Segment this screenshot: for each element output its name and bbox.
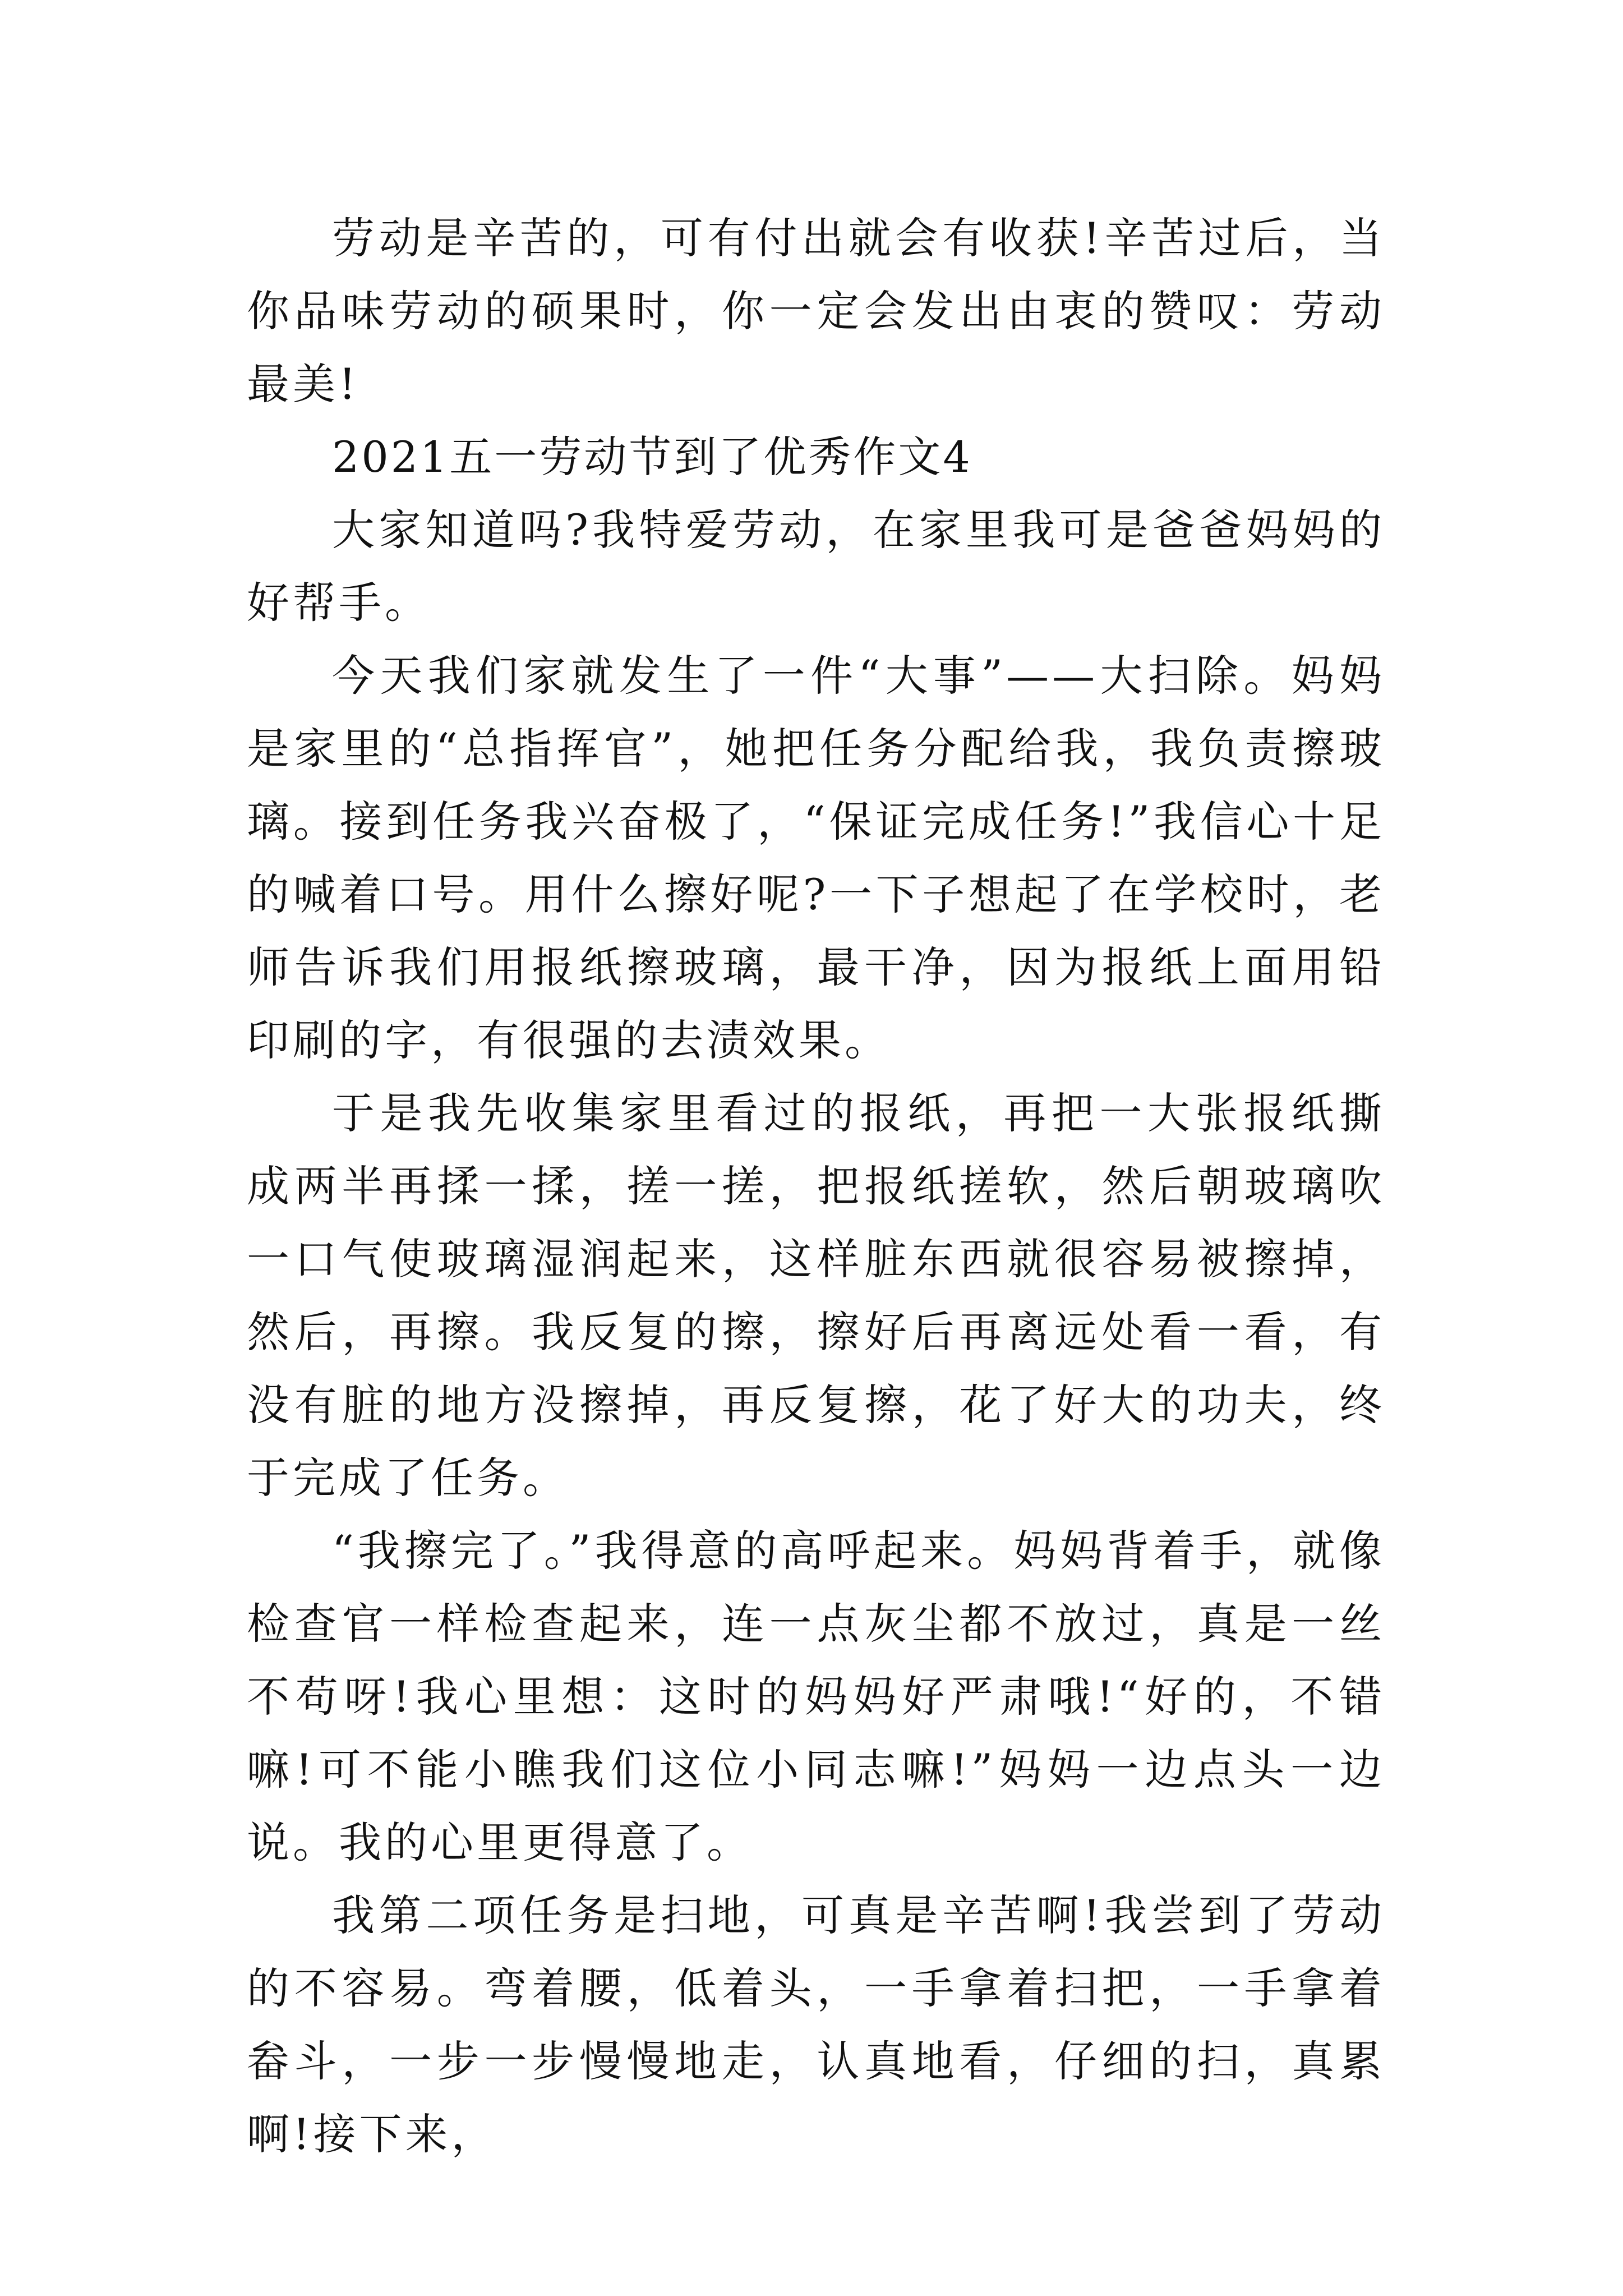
paragraph-conclusion: 劳动是辛苦的，可有付出就会有收获!辛苦过后，当你品味劳动的硕果时，你一定会发出由衷的赞叹：劳动最美! — [247, 213, 1385, 409]
paragraph-inspection: “我擦完了。”我得意的高呼起来。妈妈背着手，就像检查官一样检查起来，连一点灰尘都不放过，真是一丝不苟呀!我心里想：这时的妈妈好严肃哦!“好的，不错嘛!可不能小瞧我们这位小同志嘛!”妈妈一边点头一边说。我的心里更得意了。 — [247, 1526, 1385, 1867]
essay-heading: 2021五一劳动节到了优秀作文4 — [332, 432, 972, 482]
paragraph-cleaning-task: 今天我们家就发生了一件“大事”——大扫除。妈妈是家里的“总指挥官”，她把任务分配给我，我负责擦玻璃。接到任务我兴奋极了，“保证完成任务!”我信心十足的喊着口号。用什么擦好呢?一下子想起了在学校时，老师告诉我们用报纸擦玻璃，最干净，因为报纸上面用铅印刷的字，有很强的去渍效果。 — [247, 651, 1385, 1065]
paragraph-sweeping: 我第二项任务是扫地，可真是辛苦啊!我尝到了劳动的不容易。弯着腰，低着头，一手拿着扫把，一手拿着畚斗，一步一步慢慢地走，认真地看，仔细的扫，真累啊!接下来， — [247, 1890, 1385, 2159]
document-body — [247, 202, 1385, 2171]
paragraph-intro: 大家知道吗?我特爱劳动，在家里我可是爸爸妈妈的好帮手。 — [247, 505, 1385, 628]
paragraph-newspaper-method: 于是我先收集家里看过的报纸，再把一大张报纸撕成两半再揉一揉，搓一搓，把报纸搓软，然后朝玻璃吹一口气使玻璃湿润起来，这样脏东西就很容易被擦掉，然后，再擦。我反复的擦，擦好后再离远处看一看，有没有脏的地方没擦掉，再反复擦，花了好大的功夫，终于完成了任务。 — [247, 1088, 1385, 1503]
